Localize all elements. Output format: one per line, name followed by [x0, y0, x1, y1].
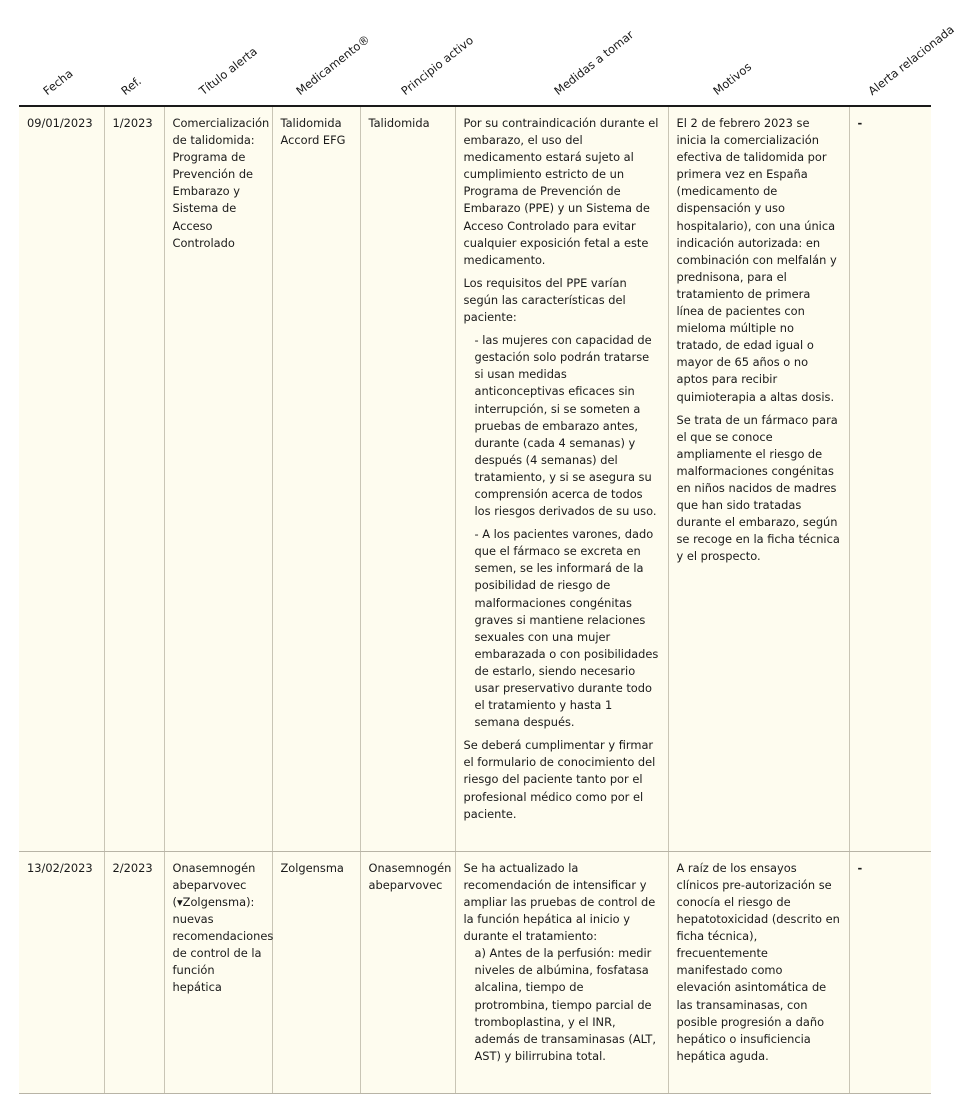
cell-principio: Talidomida — [360, 107, 455, 851]
cell-fecha: 13/02/2023 — [19, 851, 104, 1093]
cell-medicamento: Talidomida Accord EFG — [272, 107, 360, 851]
motivos-paragraph: El 2 de febrero 2023 se inicia la comercialización efectiva de talidomida por primera vez en España (medicamento de dispensación y uso hospitalario), con una única indicación autorizada: en combinación con melfalán y prednisona, para el tratamiento de primera línea de pacientes con mieloma múltiple no tratado, de edad igual o mayor de 65 años o no aptos para recibir quimioterapia a altas dosis. — [676, 116, 837, 404]
cell-ref: 2/2023 — [104, 851, 164, 1093]
header-medicamento: Medicamento® — [293, 31, 373, 99]
header-motivos: Motivos — [710, 59, 755, 98]
cell-alerta-relacionada: - — [849, 851, 931, 1093]
alerts-table — [19, 107, 931, 1094]
header-alerta-relacionada: Alerta relacionada — [865, 22, 957, 98]
medidas-list-item: - A los pacientes varones, dado que el fármaco se excreta en semen, se les informará de la posibilidad de riesgo de malformaciones congénitas graves si mantiene relaciones sexuales con una mujer embarazada o con posibilidades de estarlo, siendo necesario usar preservativo durante todo el tratamiento y hasta 1 semana después. — [474, 527, 659, 730]
medidas-paragraph: Los requisitos del PPE varían según las características del paciente: — [463, 275, 627, 325]
header-fecha: Fecha — [40, 66, 76, 98]
cell-motivos — [668, 107, 849, 851]
table-row — [19, 851, 931, 1093]
table-header — [19, 0, 957, 106]
cell-titulo: Onasemnogén abeparvovec (▾Zolgensma): nuevas recomendaciones de control de la función hepática — [164, 851, 272, 1093]
cell-ref: 1/2023 — [104, 107, 164, 851]
medidas-paragraph: Se ha actualizado la recomendación de intensificar y ampliar las pruebas de control de la función hepática al inicio y durante el tratamiento: — [463, 860, 656, 944]
cell-medidas — [455, 107, 668, 851]
table-row — [19, 107, 931, 851]
motivos-paragraph: A raíz de los ensayos clínicos pre-autorización se conocía el riesgo de hepatotoxicidad (descrito en ficha técnica), frecuentemente manifestado como elevación asintomática de las transaminasas, con posible progresión a daño hepático o insuficiencia hepática aguda. — [676, 860, 840, 1063]
medidas-paragraph: Por su contraindicación durante el embarazo, el uso del medicamento estará sujeto al cumplimiento estricto de un Programa de Prevención de Embarazo (PPE) y un Sistema de Acceso Controlado para evitar cualquier exposición fetal a este medicamento. — [463, 116, 659, 267]
cell-titulo: Comercialización de talidomida: Programa de Prevención de Embarazo y Sistema de Acceso Controlado — [164, 107, 272, 851]
cell-fecha: 09/01/2023 — [19, 107, 104, 851]
motivos-paragraph: Se trata de un fármaco para el que se conoce ampliamente el riesgo de malformaciones congénitas en niños nacidos de madres que han sido tratadas durante el embarazo, según se recoge en la ficha técnica y el prospecto. — [676, 412, 840, 564]
medidas-list-item: - las mujeres con capacidad de gestación solo podrán tratarse si usan medidas anticonceptivas eficaces sin interrupción, si se someten a pruebas de embarazo antes, durante (cada 4 semanas) y después (4 semanas) del tratamiento, y si se asegura su comprensión acerca de todos los riesgos derivados de su uso. — [474, 333, 657, 519]
header-medidas-a-tomar: Medidas a tomar — [551, 27, 637, 98]
header-ref: Ref. — [118, 73, 144, 98]
header-titulo-alerta: Título alerta — [196, 44, 260, 98]
cell-medicamento: Zolgensma — [272, 851, 360, 1093]
cell-motivos — [668, 851, 849, 1093]
medidas-list-item: a) Antes de la perfusión: medir niveles de albúmina, fosfatasa alcalina, tiempo de protrombina, tiempo parcial de tromboplastina, y el INR, además de transaminasas (ALT, AST) y bilirrubina total. — [474, 946, 656, 1063]
header-principio-activo: Principio activo — [398, 33, 477, 98]
cell-medidas — [455, 851, 668, 1093]
cell-alerta-relacionada: - — [849, 107, 931, 851]
medidas-paragraph: Se deberá cumplimentar y firmar el formulario de conocimiento del riesgo del paciente tanto por el profesional médico como por el paciente. — [463, 738, 656, 821]
cell-principio: Onasemnogén abeparvovec — [360, 851, 455, 1093]
